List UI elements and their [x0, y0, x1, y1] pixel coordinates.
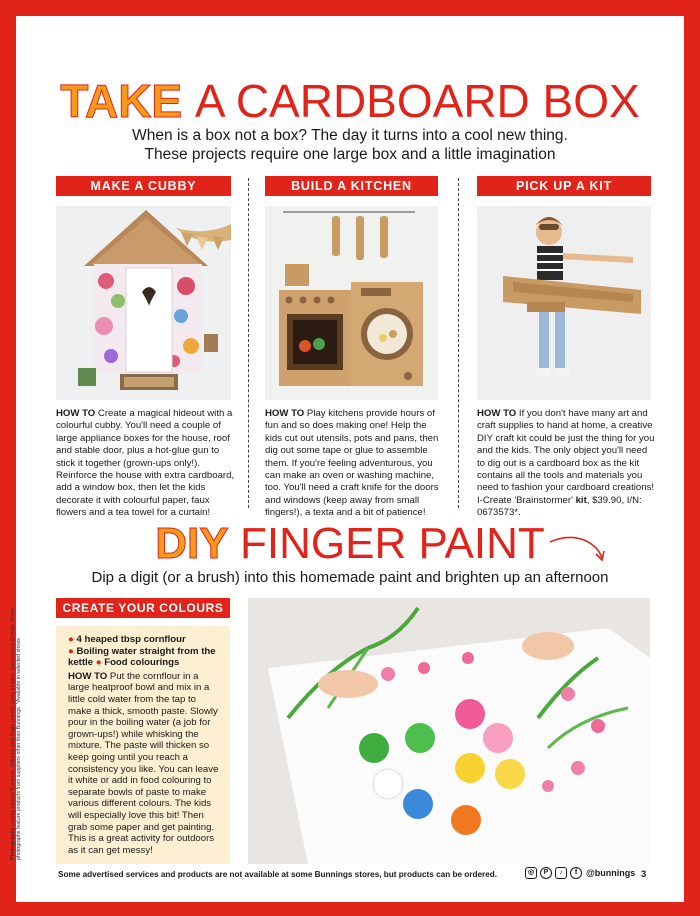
photo-credit: [10, 590, 30, 860]
title-highlight: TAKE: [60, 75, 183, 127]
social-handle[interactable]: @bunnings: [586, 868, 636, 878]
facebook-icon[interactable]: f: [570, 867, 582, 879]
social-links: [525, 867, 635, 879]
cardboard-airplane-kid-photo: [477, 206, 651, 400]
tiktok-icon[interactable]: ♪: [555, 867, 567, 879]
recipe-method-body: Put the cornflour in a large heatproof bowl and mix in a little cold water from the tap to make a thick, smooth paste. Slowly pour in the boiling water (a job for grown-ups!) while whisking the mixture. The paste will thicken so keep going until you reach a consistency you like. You can leave it white or add in food colouring to separate bowls of paste to make various different colours. The kids will especially love this bit! Then grab some paper and get painting. This is a great activity for outdoors as it can get messy!: [68, 670, 219, 856]
howto-label: HOW TO: [477, 408, 517, 419]
heading-pick-up-a-kit: PICK UP A KIT: [477, 176, 651, 196]
column-divider: [248, 178, 249, 508]
curly-arrow-icon: [548, 532, 608, 566]
cardboard-kitchen-photo: [265, 206, 438, 400]
intro-line-2: These projects require one large box and a little imagination: [144, 146, 556, 163]
bullet-icon: ●: [95, 657, 102, 669]
cubby-body: Create a magical hideout with a colourful cubby. You'll need a couple of large appliance boxes for the house, roof and stable door, plus a hot-glue gun to stick it together (grown-ups only!). Reinforce the house with extra cardboard, add a window box, then let the kids decorate it with colourful paper, faux flowers and a tea towel for a curtain!: [56, 408, 235, 519]
title2-rest: FINGER PAINT: [240, 519, 545, 568]
instagram-icon[interactable]: ◎: [525, 867, 537, 879]
bullet-icon: ●: [68, 634, 74, 645]
finger-paint-intro: Dip a digit (or a brush) into this homemade paint and brighten up an afternoon: [91, 569, 609, 586]
bullet-icon: ●: [68, 645, 74, 657]
page-number: 3: [641, 869, 647, 880]
kit-price: , $39.90, I/N: 0673573*.: [477, 494, 642, 519]
heading-make-a-cubby: MAKE A CUBBY: [56, 176, 231, 196]
footer-disclaimer: Some advertised services and products are not available at some Bunnings stores, but products can be ordered.: [58, 870, 498, 879]
kit-word: kit: [575, 494, 587, 506]
kit-body: If you don't have many art and craft supplies to hand at home, a creative DIY craft kit could be just the thing for you and the kids. The only object you'll need to dig out is a cardboard box as the kit contains all the tools and materials you need to fashion your cardboard creations! I-Create 'Brainstormer': [477, 408, 655, 506]
title2-highlight: DIY: [155, 519, 228, 568]
howto-label: HOW TO: [56, 408, 96, 419]
finger-paint-photo: [248, 598, 650, 864]
kitchen-instructions: [265, 408, 443, 520]
kitchen-body: Play kitchens provide hours of fun and so does making one! Help the kids cut out utensils, pots and pans, then dig out some tape or glue to assemble them. If you're feeling adventurous, you can make an oven or washing machine, too. You'll need a craft knife for the doors and windows (keep away from small fingers!), a texta and a bit of patience!: [265, 408, 439, 519]
ingredient-cornflour: 4 heaped tbsp cornflour: [76, 634, 186, 645]
heading-create-your-colours: CREATE YOUR COLOURS: [56, 598, 230, 618]
credit-label: Photography: [10, 827, 16, 860]
intro-text: [0, 126, 700, 164]
howto-label: HOW TO: [265, 408, 305, 419]
cubby-house-photo: [56, 206, 231, 400]
recipe-method: [68, 671, 222, 857]
heading-build-a-kitchen: BUILD A KITCHEN: [265, 176, 438, 196]
title-rest: A CARDBOARD BOX: [194, 75, 640, 127]
page-frame-top: [0, 0, 700, 16]
page-frame-bottom: [0, 902, 700, 916]
howto-label: HOW TO: [68, 670, 108, 682]
cubby-instructions: [56, 408, 236, 520]
pinterest-icon[interactable]: P: [540, 867, 552, 879]
ingredient-boiling-water: Boiling water straight from the kettle: [68, 645, 216, 669]
credit-text: (cubby house) Bunnaux, (kitchen and finger paints) Getty Images, (aeroplane) iCreate. Some photographs feature products from suppliers other than Bunnings. *Available in selected stores: [10, 607, 23, 860]
ingredient-food-colourings: Food colourings: [104, 657, 180, 669]
page-title: [0, 76, 700, 126]
column-divider: [458, 178, 459, 508]
intro-line-1: When is a box not a box? The day it turns into a cool new thing.: [132, 127, 568, 144]
recipe-box: [56, 626, 230, 864]
kit-instructions: [477, 408, 655, 520]
ingredients-list: [68, 634, 222, 669]
